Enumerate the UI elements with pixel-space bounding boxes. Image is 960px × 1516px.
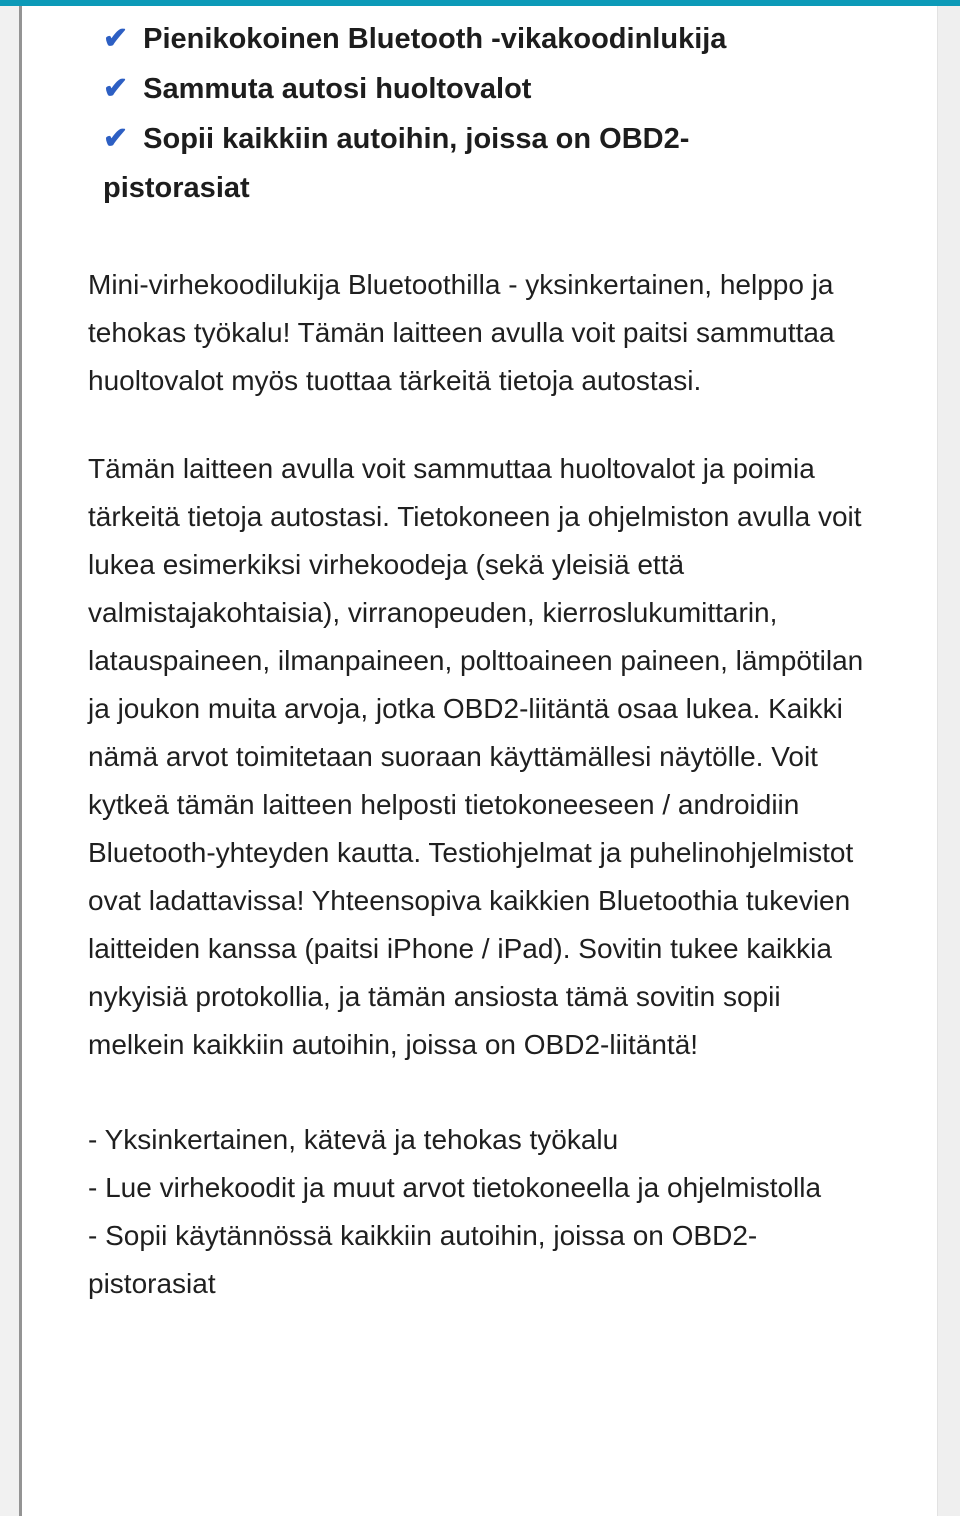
page-left-gutter (0, 6, 22, 1516)
highlight-item (103, 64, 809, 114)
highlight-text: Sammuta autosi huoltovalot (143, 73, 532, 105)
feature-list (88, 1116, 880, 1308)
highlight-list (22, 14, 809, 213)
highlight-item (103, 114, 809, 213)
page-right-gutter (937, 6, 960, 1516)
top-accent-bar (0, 0, 960, 6)
description-paragraph-intro: Mini-virhekoodilukija Bluetoothilla - yksinkertainen, helppo ja tehokas työkalu! Tämän laitteen avulla voit paitsi sammuttaa huoltovalot myös tuottaa tärkeitä tietoja autostasi. (88, 269, 835, 396)
description-card (22, 6, 937, 1516)
highlight-text: Sopii kaikkiin autoihin, joissa on OBD2-pistorasiat (103, 123, 690, 204)
highlight-text: Pienikokoinen Bluetooth -vikakoodinlukija (143, 23, 727, 55)
description-paragraph-details: Tämän laitteen avulla voit sammuttaa huoltovalot ja poimia tärkeitä tietoja autostasi. Tietokoneen ja ohjelmiston avulla voit lukea esimerkiksi virhekoodeja (sekä yleisiä että valmistajakohtaisia), virranopeuden, kierroslukumittarin, latauspaineen, ilmanpaineen, polttoaineen paineen, lämpötilan ja joukon muita arvoja, jotka OBD2-liitäntä osaa lukea. Kaikki nämä arvot toimitetaan suoraan käyttämällesi näytölle. Voit kytkeä tämän laitteen helposti tietokoneeseen / androidiin Bluetooth-yhteyden kautta. Testiohjelmat ja puhelinohjelmistot ovat ladattavissa! Yhteensopiva kaikkien Bluetoothia tukevien laitteiden kanssa (paitsi iPhone / iPad). Sovitin tukee kaikkia nykyisiä protokollia, ja tämän ansiosta tämä sovitin sopii melkein kaikkiin autoihin, joissa on OBD2-liitäntä! (88, 453, 864, 1060)
checkmark-icon: ✔ (103, 122, 129, 155)
feature-item: - Sopii käytännössä kaikkiin autoihin, joissa on OBD2-pistorasiat (88, 1220, 758, 1299)
checkmark-icon: ✔ (103, 72, 129, 105)
checkmark-icon: ✔ (103, 22, 129, 55)
feature-item: - Lue virhekoodit ja muut arvot tietokoneella ja ohjelmistolla (88, 1172, 822, 1203)
feature-item: - Yksinkertainen, kätevä ja tehokas työkalu (88, 1124, 619, 1155)
highlight-item (103, 14, 809, 64)
